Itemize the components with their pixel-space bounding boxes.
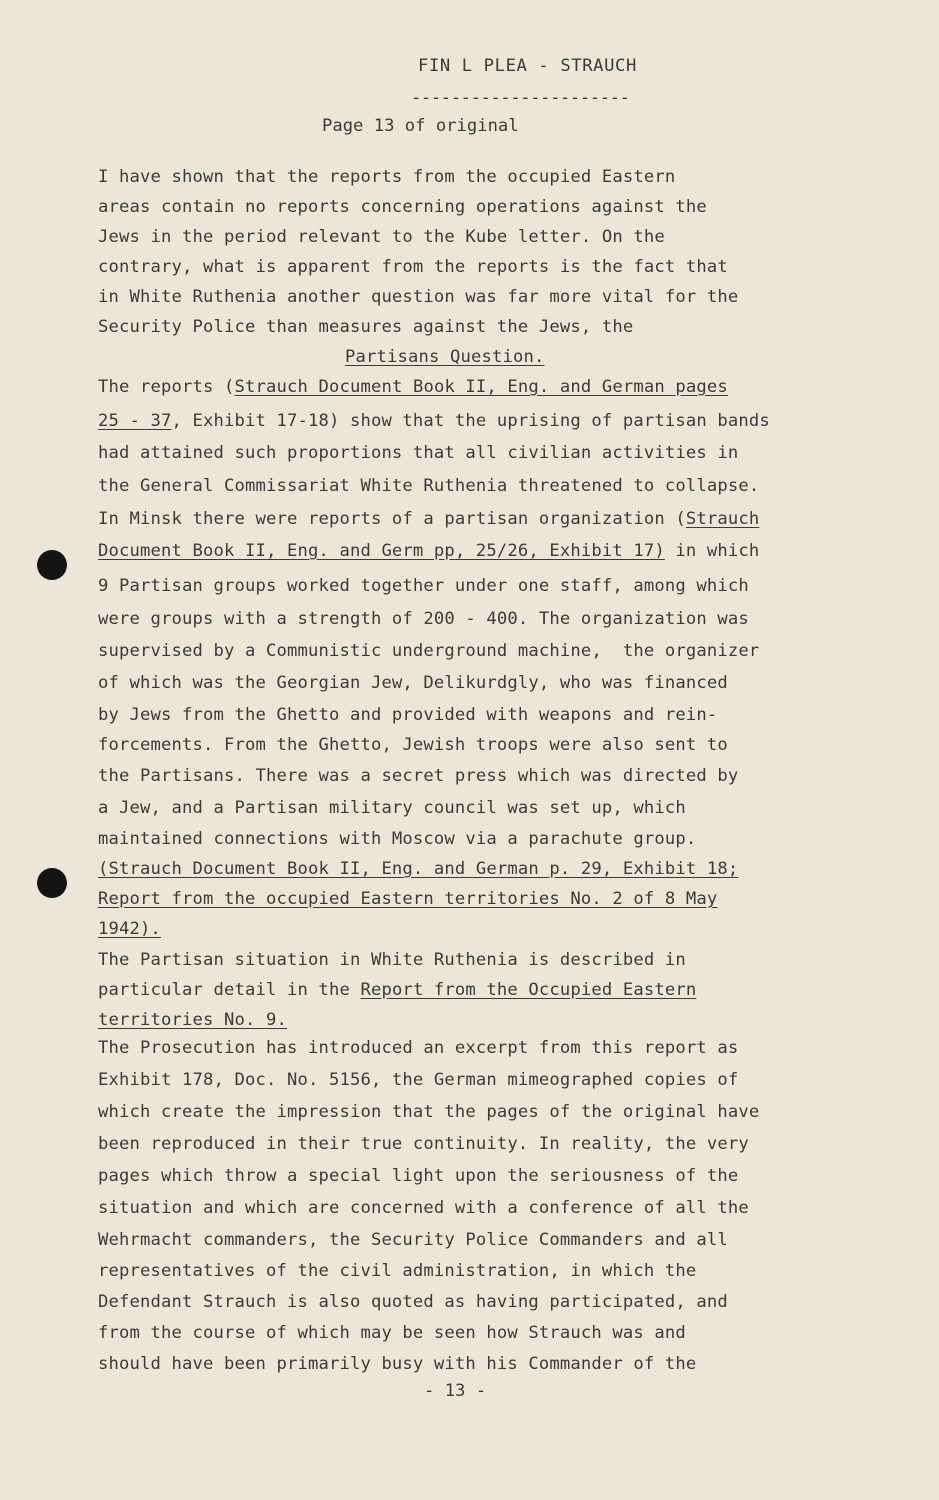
text-line: I have shown that the reports from the occupied Eastern xyxy=(98,167,676,187)
text-line: Defendant Strauch is also quoted as having participated, and xyxy=(98,1292,728,1312)
text-line: had attained such proportions that all civilian activities in xyxy=(98,443,739,463)
text-line: supervised by a Communistic underground machine, the organizer xyxy=(98,641,760,661)
citation-underline: 25 - 37 xyxy=(98,411,172,431)
punch-hole xyxy=(37,550,67,580)
text-line: should have been primarily busy with his Commander of the xyxy=(98,1354,697,1374)
citation-underline: Strauch xyxy=(685,509,760,529)
text-line: Security Police than measures against the Jews, the xyxy=(98,317,634,337)
document-title: FIN L PLEA - STRAUCH xyxy=(418,56,637,76)
title-underline: ---------------------- xyxy=(411,88,630,108)
text-line: been reproduced in their true continuity. In reality, the very xyxy=(98,1134,749,1154)
text-line: representatives of the civil administration, in which the xyxy=(98,1261,697,1281)
text-line: in White Ruthenia another question was far more vital for the xyxy=(98,287,739,307)
text-line: 1942). xyxy=(98,919,161,939)
text-line: The Prosecution has introduced an excerpt from this report as xyxy=(98,1038,739,1058)
text-line: of which was the Georgian Jew, Delikurdgly, who was financed xyxy=(98,673,728,693)
text-line: the General Commissariat White Ruthenia threatened to collapse. xyxy=(98,476,760,496)
text-line xyxy=(98,540,759,562)
text-line: from the course of which may be seen how Strauch was and xyxy=(98,1323,686,1343)
text-line xyxy=(98,376,728,398)
text-line xyxy=(98,508,759,530)
text-line: contrary, what is apparent from the reports is the fact that xyxy=(98,257,728,277)
text-line: situation and which are concerned with a conference of all the xyxy=(98,1198,749,1218)
text-line: by Jews from the Ghetto and provided with weapons and rein- xyxy=(98,705,718,725)
page-reference: Page 13 of original xyxy=(322,116,519,136)
text-line xyxy=(98,979,696,1001)
text-line: Exhibit 178, Doc. No. 5156, the German mimeographed copies of xyxy=(98,1070,739,1090)
citation-underline: Strauch Document Book II, Eng. and German pages xyxy=(234,377,728,397)
text-line xyxy=(98,410,770,432)
text-line: Wehrmacht commanders, the Security Police Commanders and all xyxy=(98,1230,728,1250)
text-line: territories No. 9. xyxy=(98,1010,287,1030)
text-line: Jews in the period relevant to the Kube letter. On the xyxy=(98,227,665,247)
text-line: forcements. From the Ghetto, Jewish troops were also sent to xyxy=(98,735,728,755)
text-line: The Partisan situation in White Ruthenia is described in xyxy=(98,950,686,970)
text-line: areas contain no reports concerning operations against the xyxy=(98,197,707,217)
punch-hole xyxy=(37,868,67,898)
text-line: were groups with a strength of 200 - 400. The organization was xyxy=(98,609,749,629)
text-line: (Strauch Document Book II, Eng. and German p. 29, Exhibit 18; xyxy=(98,859,739,879)
text-line: maintained connections with Moscow via a parachute group. xyxy=(98,829,697,849)
text-run: The reports ( xyxy=(98,377,235,397)
text-line: a Jew, and a Partisan military council was set up, which xyxy=(98,798,686,818)
text-line: the Partisans. There was a secret press which was directed by xyxy=(98,766,739,786)
section-heading: Partisans Question. xyxy=(345,347,545,367)
text-run: in which xyxy=(664,541,760,561)
text-run: In Minsk there were reports of a partisan organization ( xyxy=(98,509,686,529)
text-line: Report from the occupied Eastern territories No. 2 of 8 May xyxy=(98,889,718,909)
text-line: which create the impression that the pages of the original have xyxy=(98,1102,760,1122)
citation-underline: Document Book II, Eng. and Germ pp, 25/26, Exhibit 17) xyxy=(98,541,665,561)
page-number: - 13 - xyxy=(424,1381,487,1401)
text-line: pages which throw a special light upon the seriousness of the xyxy=(98,1166,739,1186)
text-run: particular detail in the xyxy=(98,980,361,1000)
text-line: 9 Partisan groups worked together under one staff, among which xyxy=(98,576,749,596)
citation-underline: Report from the Occupied Eastern xyxy=(360,980,697,1000)
text-run: , Exhibit 17-18) show that the uprising of partisan bands xyxy=(171,411,770,431)
